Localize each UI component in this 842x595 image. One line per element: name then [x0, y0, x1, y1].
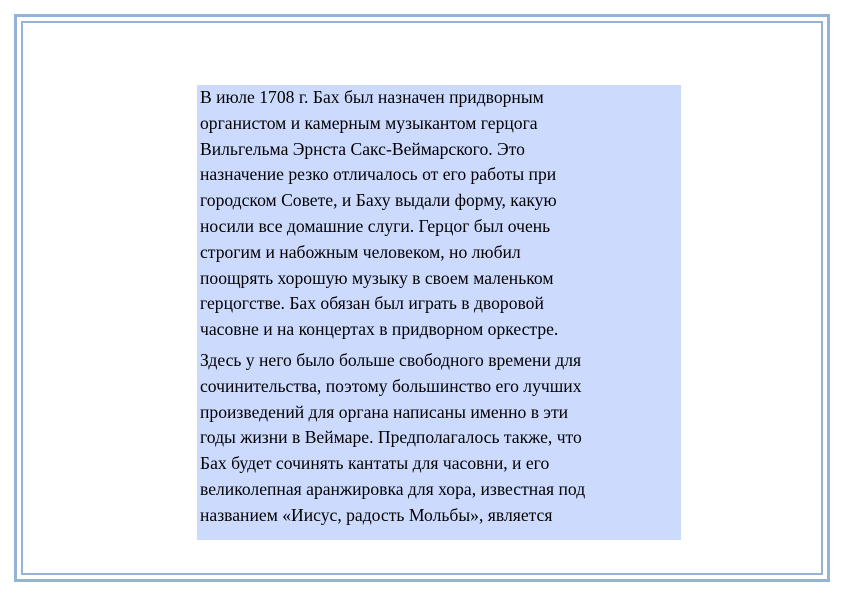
text-line: Вильгельма Эрнста Сакс-Веймарского. Это [200, 138, 525, 159]
text-line: названием «Иисус, радость Мольбы», является [200, 504, 553, 525]
paragraph-2 [197, 348, 681, 529]
text-line: годы жизни в Веймаре. Предполагалось также, что [200, 427, 582, 448]
text-line: Бах будет сочинять кантаты для часовни, и его [200, 453, 550, 474]
text-line: назначение резко отличалось от его работы при [200, 164, 557, 185]
text-line: носили все домашние слуги. Герцог был очень [200, 215, 551, 236]
paragraph-1 [197, 85, 681, 343]
text-line: сочинительства, поэтому большинство его лучших [200, 375, 582, 396]
text-line: строгим и набожным человеком, но любил [200, 241, 521, 262]
text-box [197, 85, 681, 540]
text-line: герцогстве. Бах обязан был играть в дворовой [200, 293, 544, 314]
text-line: Здесь у него было больше свободного времени для [200, 349, 582, 370]
text-line: органистом и камерным музыкантом герцога [200, 112, 538, 133]
text-line: поощрять хорошую музыку в своем маленьком [200, 267, 554, 288]
text-line: великолепная аранжировка для хора, известная под [200, 478, 586, 499]
text-line: городском Совете, и Баху выдали форму, какую [200, 190, 557, 211]
text-line: произведений для органа написаны именно в эти [200, 401, 569, 422]
text-line: часовне и на концертах в придворном оркестре. [200, 319, 559, 340]
text-line: В июле 1708 г. Бах был назначен придворным [200, 87, 544, 107]
